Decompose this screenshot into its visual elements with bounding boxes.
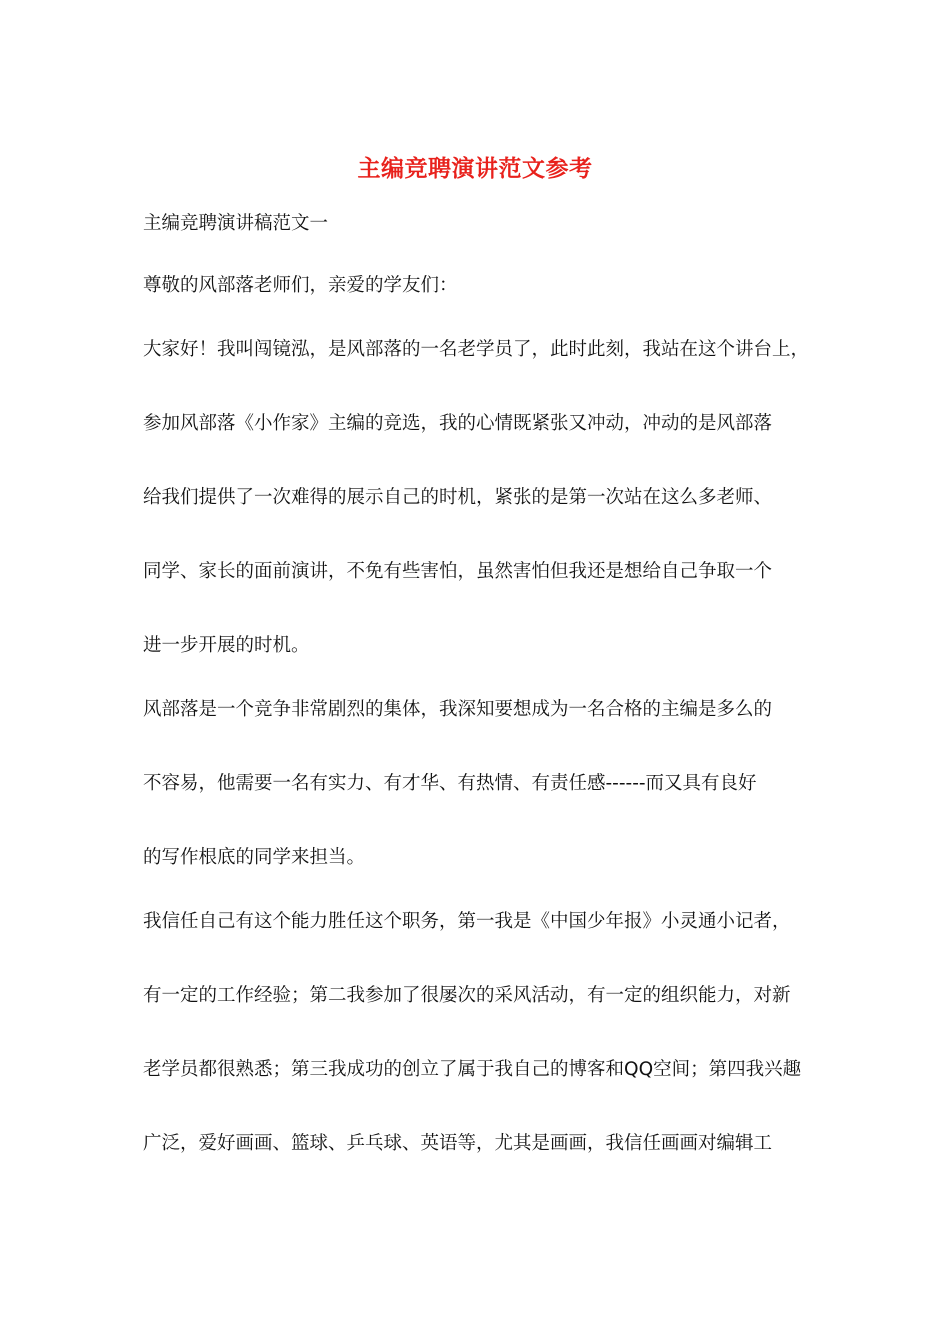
paragraph-line: 参加风部落《小作家》主编的竞选，我的心情既紧张又冲动，冲动的是风部落: [143, 413, 773, 434]
paragraph-line: 大家好！我叫闯镜泓，是风部落的一名老学员了，此时此刻，我站在这个讲台上，: [143, 339, 810, 360]
paragraph-line: 风部落是一个竞争非常剧烈的集体，我深知要想成为一名合格的主编是多么的: [143, 699, 773, 720]
paragraph-line: 的写作根底的同学来担当。: [143, 847, 366, 868]
paragraph-line: 老学员都很熟悉；第三我成功的创立了属于我自己的博客和QQ空间；第四我兴趣: [143, 1059, 802, 1080]
paragraph-line: 有一定的工作经验；第二我参加了很屡次的采风活动，有一定的组织能力，对新: [143, 985, 791, 1006]
paragraph-line: 广泛，爱好画画、篮球、乒乓球、英语等，尤其是画画，我信任画画对编辑工: [143, 1133, 773, 1154]
paragraph-line: 给我们提供了一次难得的展示自己的时机，紧张的是第一次站在这么多老师、: [143, 487, 773, 508]
document-title: 主编竞聘演讲范文参考: [357, 155, 593, 182]
section-heading: 主编竞聘演讲稿范文一: [143, 213, 329, 234]
paragraph-line: 不容易，他需要一名有实力、有才华、有热情、有责任感------而又具有良好: [143, 773, 757, 794]
paragraph-line: 进一步开展的时机。: [143, 635, 310, 656]
salutation-line: 尊敬的风部落老师们，亲爱的学友们：: [143, 275, 458, 296]
paragraph-line: 我信任自己有这个能力胜任这个职务，第一我是《中国少年报》小灵通小记者，: [143, 911, 791, 932]
paragraph-line: 同学、家长的面前演讲，不免有些害怕，虽然害怕但我还是想给自己争取一个: [143, 561, 773, 582]
